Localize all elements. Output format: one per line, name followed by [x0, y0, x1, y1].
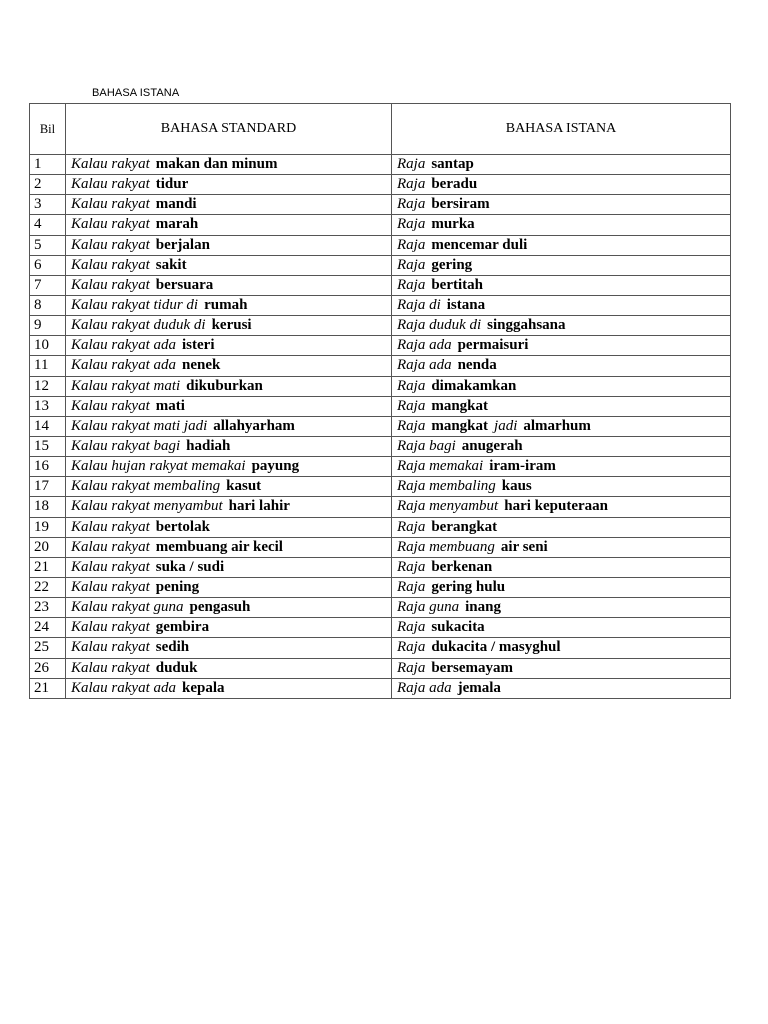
standard-phrase	[66, 376, 392, 396]
istana-word: jemala	[457, 679, 501, 696]
istana-phrase	[392, 155, 731, 175]
istana-word: bersiram	[431, 196, 490, 213]
row-number: 18	[30, 497, 66, 517]
standard-prefix: Kalau rakyat	[71, 659, 150, 676]
istana-phrase	[392, 396, 731, 416]
row-number: 4	[30, 215, 66, 235]
standard-word: kepala	[182, 679, 225, 696]
standard-prefix: Kalau rakyat	[71, 639, 150, 656]
table-row	[30, 638, 731, 658]
standard-prefix: Kalau rakyat	[71, 397, 150, 414]
istana-prefix: Raja	[397, 619, 426, 636]
istana-word: gering hulu	[431, 579, 506, 596]
standard-prefix: Kalau rakyat	[71, 558, 150, 575]
standard-phrase	[66, 477, 392, 497]
standard-word: hari lahir	[228, 498, 290, 515]
istana-prefix: Raja	[397, 216, 426, 233]
row-number: 9	[30, 316, 66, 336]
standard-prefix: Kalau rakyat	[71, 216, 150, 233]
table-row	[30, 356, 731, 376]
istana-phrase	[392, 295, 731, 315]
standard-prefix: Kalau rakyat mati jadi	[71, 417, 208, 434]
standard-word: allahyarham	[213, 417, 295, 434]
row-number: 22	[30, 577, 66, 597]
istana-phrase	[392, 175, 731, 195]
istana-word: hari keputeraan	[504, 498, 608, 515]
standard-word: kasut	[226, 478, 262, 495]
table-row	[30, 436, 731, 456]
standard-word: duduk	[155, 659, 198, 676]
istana-prefix: Raja	[397, 659, 426, 676]
standard-phrase	[66, 678, 392, 698]
istana-prefix: Raja membaling	[397, 478, 496, 495]
standard-phrase	[66, 537, 392, 557]
istana-word: berangkat	[431, 518, 498, 535]
istana-phrase	[392, 356, 731, 376]
istana-word: kaus	[501, 478, 532, 495]
vocabulary-table	[29, 103, 731, 699]
istana-word: singgahsana	[487, 317, 566, 334]
standard-word: sakit	[155, 256, 187, 273]
istana-phrase	[392, 678, 731, 698]
standard-word: payung	[251, 458, 300, 475]
standard-phrase	[66, 577, 392, 597]
row-number: 23	[30, 598, 66, 618]
istana-prefix: Raja	[397, 417, 426, 434]
istana-word: permaisuri	[457, 337, 529, 354]
standard-word: tidur	[155, 176, 189, 193]
istana-word: bertitah	[431, 276, 484, 293]
standard-phrase	[66, 336, 392, 356]
istana-phrase	[392, 557, 731, 577]
istana-phrase	[392, 255, 731, 275]
standard-prefix: Kalau rakyat	[71, 619, 150, 636]
istana-word: inang	[465, 599, 501, 616]
istana-phrase	[392, 477, 731, 497]
standard-word: suka / sudi	[155, 558, 225, 575]
istana-phrase	[392, 376, 731, 396]
istana-word: iram-iram	[489, 458, 556, 475]
standard-phrase	[66, 557, 392, 577]
table-row	[30, 215, 731, 235]
standard-word: dikuburkan	[186, 377, 263, 394]
standard-phrase	[66, 175, 392, 195]
istana-prefix: Raja	[397, 397, 426, 414]
standard-prefix: Kalau hujan rakyat memakai	[71, 458, 246, 475]
istana-prefix: Raja guna	[397, 599, 460, 616]
istana-phrase	[392, 618, 731, 638]
standard-word: kerusi	[211, 317, 252, 334]
istana-word: dimakamkan	[431, 377, 517, 394]
row-number: 7	[30, 275, 66, 295]
standard-word: hadiah	[186, 438, 231, 455]
table-row	[30, 618, 731, 638]
istana-prefix: Raja menyambut	[397, 498, 499, 515]
istana-phrase	[392, 457, 731, 477]
istana-phrase	[392, 497, 731, 517]
istana-prefix: Raja	[397, 256, 426, 273]
standard-phrase	[66, 255, 392, 275]
standard-prefix: Kalau rakyat tidur di	[71, 297, 199, 314]
standard-word: mandi	[155, 196, 197, 213]
standard-prefix: Kalau rakyat menyambut	[71, 498, 223, 515]
standard-phrase	[66, 598, 392, 618]
istana-word: mencemar duli	[431, 236, 528, 253]
standard-word: sedih	[155, 639, 190, 656]
table-row	[30, 577, 731, 597]
istana-prefix: Raja	[397, 579, 426, 596]
table-row	[30, 255, 731, 275]
standard-prefix: Kalau rakyat	[71, 256, 150, 273]
istana-phrase	[392, 195, 731, 215]
standard-word: membuang air kecil	[155, 538, 283, 555]
row-number: 21	[30, 557, 66, 577]
standard-phrase	[66, 658, 392, 678]
istana-phrase	[392, 598, 731, 618]
table-row	[30, 316, 731, 336]
standard-prefix: Kalau rakyat ada	[71, 679, 176, 696]
istana-word: bersemayam	[431, 659, 513, 676]
istana-phrase	[392, 416, 731, 436]
standard-phrase	[66, 396, 392, 416]
table-row	[30, 295, 731, 315]
row-number: 8	[30, 295, 66, 315]
istana-word: air seni	[500, 538, 548, 555]
standard-prefix: Kalau rakyat	[71, 196, 150, 213]
istana-word: santap	[431, 156, 474, 173]
row-number: 3	[30, 195, 66, 215]
istana-prefix: Raja duduk di	[397, 317, 482, 334]
standard-phrase	[66, 638, 392, 658]
istana-prefix: Raja	[397, 176, 426, 193]
row-number: 20	[30, 537, 66, 557]
standard-prefix: Kalau rakyat	[71, 156, 150, 173]
standard-phrase	[66, 457, 392, 477]
table-row	[30, 678, 731, 698]
standard-prefix: Kalau rakyat membaling	[71, 478, 221, 495]
istana-phrase	[392, 658, 731, 678]
standard-phrase	[66, 155, 392, 175]
istana-word: mangkat	[431, 417, 489, 434]
istana-prefix: Raja memakai	[397, 458, 484, 475]
standard-word: mati	[155, 397, 185, 414]
row-number: 13	[30, 396, 66, 416]
standard-prefix: Kalau rakyat duduk di	[71, 317, 206, 334]
istana-word: berkenan	[431, 558, 493, 575]
table-row	[30, 416, 731, 436]
row-number: 25	[30, 638, 66, 658]
standard-prefix: Kalau rakyat	[71, 538, 150, 555]
standard-phrase	[66, 295, 392, 315]
standard-word: makan dan minum	[155, 156, 278, 173]
row-number: 21	[30, 678, 66, 698]
standard-word: bertolak	[155, 518, 210, 535]
table-row	[30, 658, 731, 678]
row-number: 11	[30, 356, 66, 376]
header-istana: BAHASA ISTANA	[392, 104, 731, 155]
istana-prefix: Raja	[397, 639, 426, 656]
standard-prefix: Kalau rakyat bagi	[71, 438, 181, 455]
table-row	[30, 376, 731, 396]
istana-prefix: Raja ada	[397, 337, 452, 354]
standard-word: isteri	[182, 337, 215, 354]
standard-phrase	[66, 235, 392, 255]
standard-phrase	[66, 436, 392, 456]
table-row	[30, 155, 731, 175]
standard-prefix: Kalau rakyat mati	[71, 377, 181, 394]
row-number: 14	[30, 416, 66, 436]
istana-prefix: Raja membuang	[397, 538, 495, 555]
istana-word: gering	[431, 256, 473, 273]
table-row	[30, 457, 731, 477]
istana-prefix: Raja	[397, 558, 426, 575]
istana-prefix: Raja	[397, 156, 426, 173]
table-row	[30, 235, 731, 255]
row-number: 16	[30, 457, 66, 477]
istana-word: istana	[446, 297, 486, 314]
table-row	[30, 477, 731, 497]
istana-prefix: Raja di	[397, 297, 441, 314]
istana-phrase	[392, 577, 731, 597]
istana-prefix: Raja ada	[397, 679, 452, 696]
standard-phrase	[66, 215, 392, 235]
row-number: 12	[30, 376, 66, 396]
standard-prefix: Kalau rakyat	[71, 276, 150, 293]
istana-phrase	[392, 275, 731, 295]
istana-phrase	[392, 215, 731, 235]
standard-phrase	[66, 517, 392, 537]
table-row	[30, 195, 731, 215]
istana-word: dukacita / masyghul	[431, 639, 561, 656]
istana-phrase	[392, 336, 731, 356]
standard-word: pengasuh	[189, 599, 251, 616]
document-title: BAHASA ISTANA	[92, 87, 180, 99]
standard-word: nenek	[182, 357, 221, 374]
istana-prefix: Raja	[397, 377, 426, 394]
table-row	[30, 175, 731, 195]
standard-prefix: Kalau rakyat ada	[71, 357, 176, 374]
table-row	[30, 517, 731, 537]
standard-prefix: Kalau rakyat	[71, 579, 150, 596]
standard-phrase	[66, 316, 392, 336]
istana-word: mangkat	[431, 397, 489, 414]
header-standard: BAHASA STANDARD	[66, 104, 392, 155]
header-bil: Bil	[30, 104, 66, 155]
istana-word-2: almarhum	[523, 417, 591, 434]
standard-word: pening	[155, 579, 200, 596]
row-number: 6	[30, 255, 66, 275]
standard-word: rumah	[204, 297, 248, 314]
standard-phrase	[66, 356, 392, 376]
istana-phrase	[392, 316, 731, 336]
table-row	[30, 537, 731, 557]
istana-word: nenda	[457, 357, 497, 374]
standard-prefix: Kalau rakyat guna	[71, 599, 184, 616]
istana-prefix: Raja	[397, 276, 426, 293]
standard-phrase	[66, 416, 392, 436]
istana-word: sukacita	[431, 619, 485, 636]
table-header-row	[30, 104, 731, 155]
istana-prefix: Raja	[397, 236, 426, 253]
table-row	[30, 497, 731, 517]
istana-mid: jadi	[494, 417, 518, 434]
standard-phrase	[66, 275, 392, 295]
standard-word: gembira	[155, 619, 210, 636]
table-row	[30, 598, 731, 618]
row-number: 24	[30, 618, 66, 638]
istana-phrase	[392, 436, 731, 456]
row-number: 26	[30, 658, 66, 678]
standard-word: berjalan	[155, 236, 210, 253]
standard-phrase	[66, 618, 392, 638]
istana-prefix: Raja	[397, 518, 426, 535]
istana-phrase	[392, 638, 731, 658]
row-number: 15	[30, 436, 66, 456]
standard-phrase	[66, 195, 392, 215]
istana-prefix: Raja ada	[397, 357, 452, 374]
istana-prefix: Raja	[397, 196, 426, 213]
row-number: 1	[30, 155, 66, 175]
standard-word: bersuara	[155, 276, 214, 293]
table-row	[30, 275, 731, 295]
standard-prefix: Kalau rakyat	[71, 236, 150, 253]
standard-prefix: Kalau rakyat	[71, 176, 150, 193]
istana-word: murka	[431, 216, 475, 233]
table-row	[30, 557, 731, 577]
istana-word: anugerah	[461, 438, 523, 455]
istana-phrase	[392, 235, 731, 255]
table-row	[30, 396, 731, 416]
istana-phrase	[392, 537, 731, 557]
standard-prefix: Kalau rakyat	[71, 518, 150, 535]
row-number: 17	[30, 477, 66, 497]
row-number: 5	[30, 235, 66, 255]
standard-prefix: Kalau rakyat ada	[71, 337, 176, 354]
istana-prefix: Raja bagi	[397, 438, 456, 455]
istana-word: beradu	[431, 176, 478, 193]
table-row	[30, 336, 731, 356]
standard-word: marah	[155, 216, 199, 233]
istana-phrase	[392, 517, 731, 537]
standard-phrase	[66, 497, 392, 517]
row-number: 2	[30, 175, 66, 195]
row-number: 19	[30, 517, 66, 537]
row-number: 10	[30, 336, 66, 356]
